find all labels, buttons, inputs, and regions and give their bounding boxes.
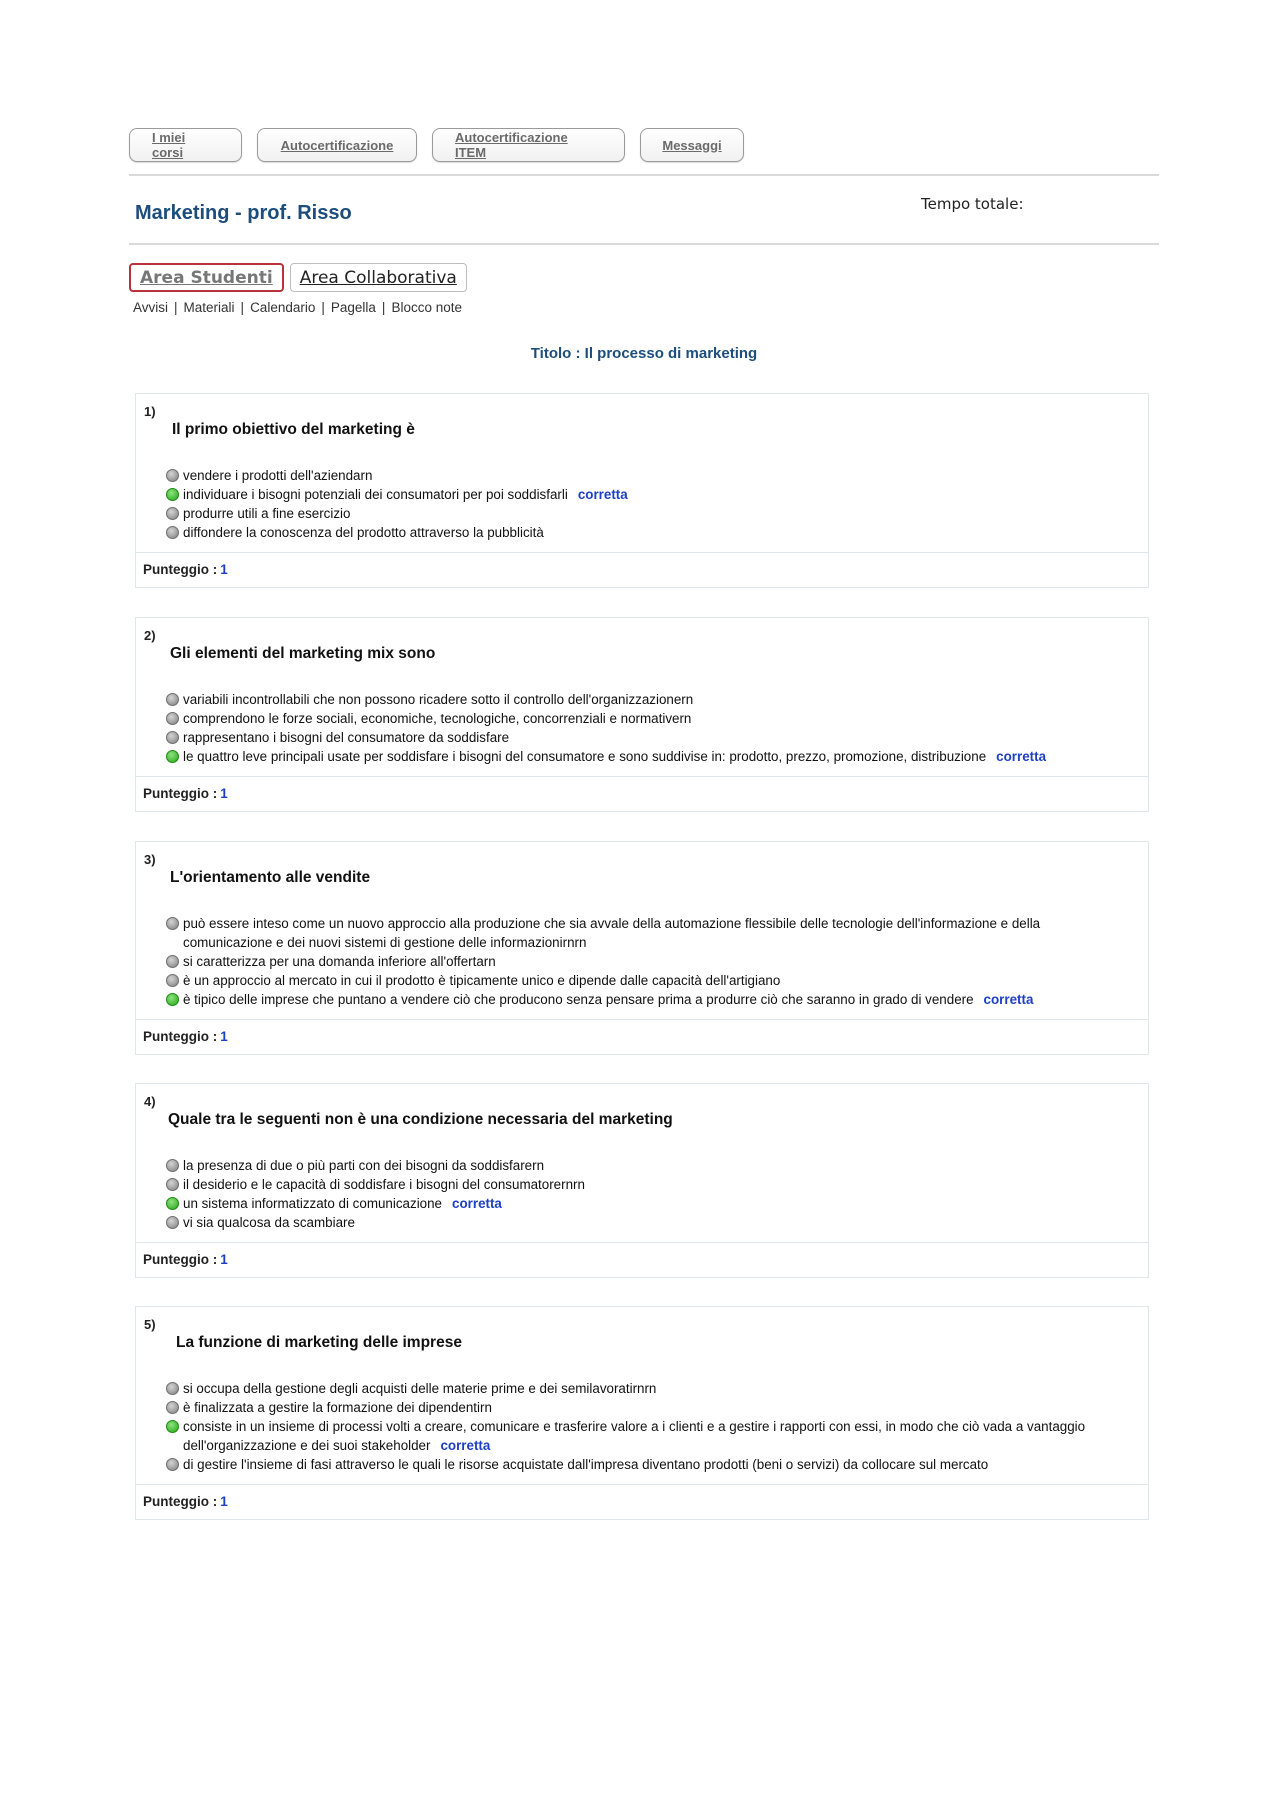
messages-button[interactable]: Messaggi xyxy=(640,128,744,162)
answer-option: il desiderio e le capacità di soddisfare i bisogni del consumatorernrn xyxy=(166,1175,1128,1194)
incorrect-dot-icon xyxy=(166,507,179,520)
top-divider xyxy=(129,174,1159,176)
answer-list xyxy=(166,466,1128,542)
answer-option: individuare i bisogni potenziali dei consumatori per poi soddisfarli corretta xyxy=(166,485,1128,504)
question-number: 4) xyxy=(144,1094,156,1109)
answer-list xyxy=(166,1379,1128,1474)
question-text: L'orientamento alle vendite xyxy=(170,869,371,886)
answer-option: di gestire l'insieme di fasi attraverso le quali le risorse acquistate dall'impresa diventano prodotti (beni o servizi) da collocare sul mercato xyxy=(166,1455,1128,1474)
score-value: 1 xyxy=(220,786,228,801)
quiz-title: Titolo : Il processo di marketing xyxy=(530,345,758,362)
incorrect-dot-icon xyxy=(166,693,179,706)
incorrect-dot-icon xyxy=(166,955,179,968)
answer-option: la presenza di due o più parti con dei bisogni da soddisfarern xyxy=(166,1156,1128,1175)
answer-option: rappresentano i bisogni del consumatore da soddisfare xyxy=(166,728,1128,747)
answer-option: è finalizzata a gestire la formazione dei dipendentirn xyxy=(166,1398,1128,1417)
score-row: Punteggio : 1 xyxy=(136,1019,1148,1054)
incorrect-dot-icon xyxy=(166,712,179,725)
score-value: 1 xyxy=(220,1029,228,1044)
score-value: 1 xyxy=(220,1252,228,1267)
question-box-5 xyxy=(135,1306,1149,1520)
incorrect-dot-icon xyxy=(166,1401,179,1414)
incorrect-dot-icon xyxy=(166,731,179,744)
question-number: 3) xyxy=(144,852,156,867)
answer-option: consiste in un insieme di processi volti a creare, comunicare e trasferire valore a i clienti e a gestire i rapporti con essi, in modo che ciò vada a vantaggio dell'organizzazione e dei suoi stakeholder corretta xyxy=(166,1417,1128,1455)
question-box-3 xyxy=(135,841,1149,1055)
question-text: Gli elementi del marketing mix sono xyxy=(170,645,436,662)
score-row: Punteggio : 1 xyxy=(136,1242,1148,1277)
answer-option: vendere i prodotti dell'aziendarn xyxy=(166,466,1128,485)
self-certification-button[interactable]: Autocertificazione xyxy=(257,128,417,162)
subnav-pagella[interactable]: Pagella xyxy=(330,300,376,315)
score-row: Punteggio : 1 xyxy=(136,1484,1148,1519)
question-box-2 xyxy=(135,617,1149,812)
correct-label: corretta xyxy=(577,487,628,502)
question-number: 5) xyxy=(144,1317,156,1332)
correct-label: corretta xyxy=(440,1438,491,1453)
answer-option: si caratterizza per una domanda inferiore all'offertarn xyxy=(166,952,1128,971)
answer-option: variabili incontrollabili che non possono ricadere sotto il controllo dell'organizzazionern xyxy=(166,690,1128,709)
answer-option: un sistema informatizzato di comunicazione corretta xyxy=(166,1194,1128,1213)
area-tabs xyxy=(129,263,467,292)
top-navigation xyxy=(129,128,744,162)
answer-list xyxy=(166,914,1128,1009)
correct-label: corretta xyxy=(452,1196,502,1211)
tab-area-studenti[interactable]: Area Studenti xyxy=(129,263,284,292)
question-text: Il primo obiettivo del marketing è xyxy=(172,421,415,438)
incorrect-dot-icon xyxy=(166,974,179,987)
correct-label: corretta xyxy=(996,749,1047,764)
subnav-materiali[interactable]: Materiali xyxy=(183,300,235,315)
answer-option: comprendono le forze sociali, economiche, tecnologiche, concorrenziali e normativern xyxy=(166,709,1128,728)
correct-label: corretta xyxy=(983,992,1034,1007)
header-divider xyxy=(129,243,1159,245)
answer-list xyxy=(166,1156,1128,1232)
answer-option: è tipico delle imprese che puntano a vendere ciò che producono senza pensare prima a produrre ciò che saranno in grado di vendere corretta xyxy=(166,990,1128,1009)
answer-option: le quattro leve principali usate per soddisfare i bisogni del consumatore e sono suddivise in: prodotto, prezzo, promozione, distribuzione corretta xyxy=(166,747,1128,766)
question-number: 2) xyxy=(144,628,156,643)
answer-option: vi sia qualcosa da scambiare xyxy=(166,1213,1128,1232)
tab-area-collaborativa[interactable]: Area Collaborativa xyxy=(290,263,467,292)
incorrect-dot-icon xyxy=(166,1159,179,1172)
answer-option: si occupa della gestione degli acquisti delle materie prime e dei semilavoratirnrn xyxy=(166,1379,1128,1398)
correct-dot-icon xyxy=(166,1420,179,1433)
incorrect-dot-icon xyxy=(166,1382,179,1395)
correct-dot-icon xyxy=(166,750,179,763)
incorrect-dot-icon xyxy=(166,917,179,930)
subnav-avvisi[interactable]: Avvisi xyxy=(133,300,169,315)
question-number: 1) xyxy=(144,404,156,419)
correct-dot-icon xyxy=(166,1197,179,1210)
self-certification-item-button[interactable]: Autocertificazione ITEM xyxy=(432,128,625,162)
question-text: La funzione di marketing delle imprese xyxy=(176,1334,462,1351)
sub-navigation: Avvisi | Materiali | Calendario | Pagella | Blocco note xyxy=(133,300,462,315)
subnav-blocco-note[interactable]: Blocco note xyxy=(391,300,462,315)
incorrect-dot-icon xyxy=(166,526,179,539)
score-row: Punteggio : 1 xyxy=(136,776,1148,811)
answer-option: diffondere la conoscenza del prodotto attraverso la pubblicità xyxy=(166,523,1128,542)
answer-option: può essere inteso come un nuovo approccio alla produzione che sia avvale della automazione flessibile delle tecnologie dell'informazione e della comunicazione e dei nuovi sistemi di gestione delle informazionirnrn xyxy=(166,914,1128,952)
incorrect-dot-icon xyxy=(166,1216,179,1229)
score-row: Punteggio : 1 xyxy=(136,552,1148,587)
course-title: Marketing - prof. Risso xyxy=(135,202,352,224)
total-time-label: Tempo totale: xyxy=(921,195,1024,213)
correct-dot-icon xyxy=(166,993,179,1006)
score-value: 1 xyxy=(220,1494,228,1509)
question-box-4 xyxy=(135,1083,1149,1278)
subnav-calendario[interactable]: Calendario xyxy=(250,300,316,315)
incorrect-dot-icon xyxy=(166,1178,179,1191)
my-courses-button[interactable]: I miei corsi xyxy=(129,128,242,162)
score-value: 1 xyxy=(220,562,228,577)
correct-dot-icon xyxy=(166,488,179,501)
question-box-1 xyxy=(135,393,1149,588)
question-text: Quale tra le seguenti non è una condizione necessaria del marketing xyxy=(168,1111,673,1128)
answer-option: produrre utili a fine esercizio xyxy=(166,504,1128,523)
answer-list xyxy=(166,690,1128,766)
answer-option: è un approccio al mercato in cui il prodotto è tipicamente unico e dipende dalle capacità dell'artigiano xyxy=(166,971,1128,990)
incorrect-dot-icon xyxy=(166,1458,179,1471)
incorrect-dot-icon xyxy=(166,469,179,482)
